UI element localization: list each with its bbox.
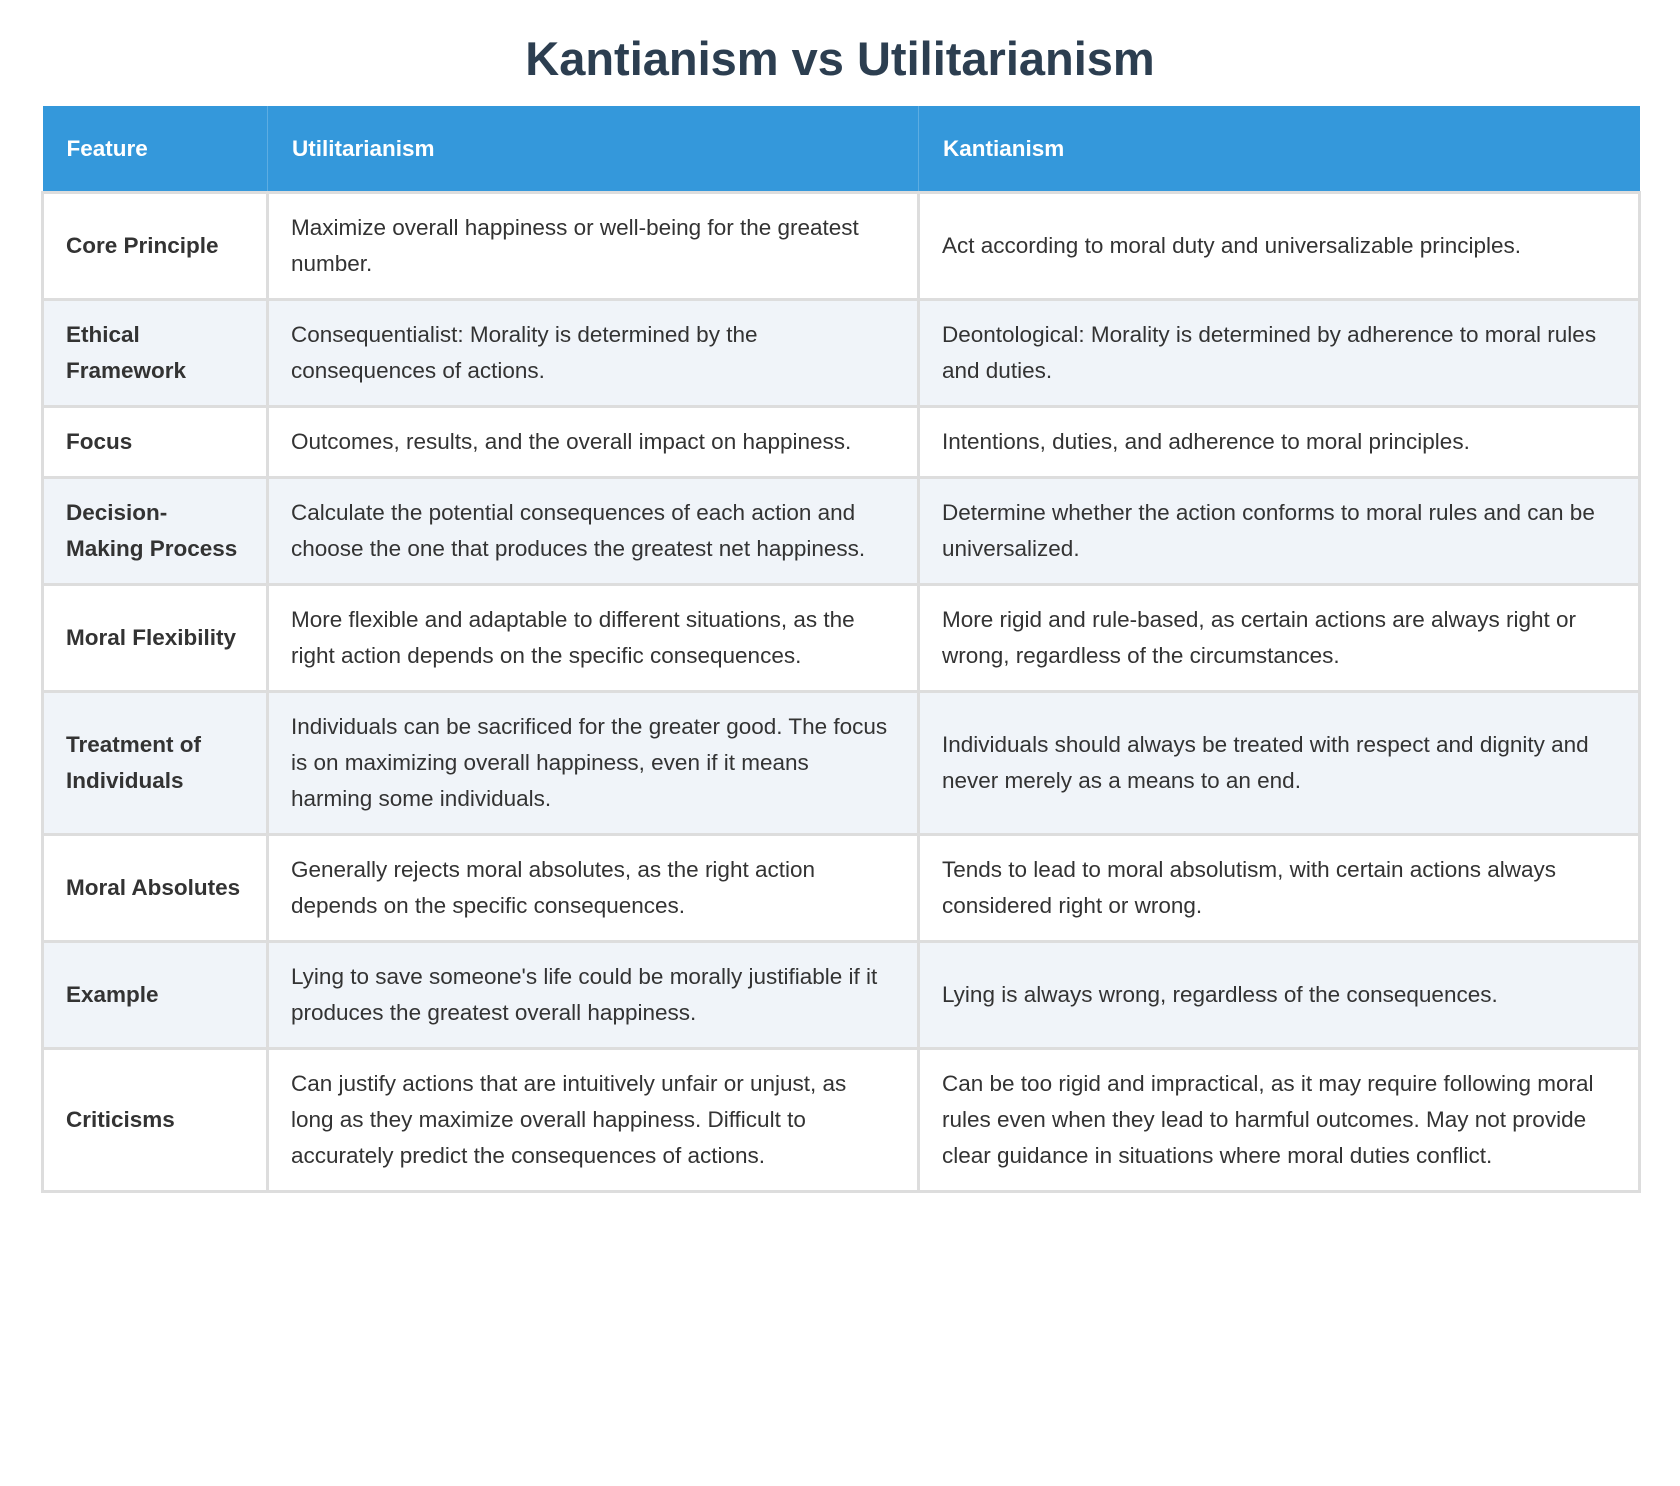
table-row	[43, 835, 1640, 942]
column-header-feature: Feature	[43, 106, 268, 193]
utilitarianism-cell: Can justify actions that are intuitively unfair or unjust, as long as they maximize overall happiness. Difficult to accurately predict the consequences of actions.	[268, 1049, 919, 1192]
utilitarianism-cell: Consequentialist: Morality is determined by the consequences of actions.	[268, 300, 919, 407]
feature-cell: Treatment of Individuals	[43, 692, 268, 835]
utilitarianism-cell: Outcomes, results, and the overall impact on happiness.	[268, 407, 919, 478]
kantianism-cell: Determine whether the action conforms to moral rules and can be universalized.	[919, 478, 1640, 585]
kantianism-cell: Can be too rigid and impractical, as it may require following moral rules even when they lead to harmful outcomes. May not provide clear guidance in situations where moral duties conflict.	[919, 1049, 1640, 1192]
table-row	[43, 300, 1640, 407]
table-row	[43, 193, 1640, 300]
utilitarianism-cell: Lying to save someone's life could be morally justifiable if it produces the greatest overall happiness.	[268, 942, 919, 1049]
page-title: Kantianism vs Utilitarianism	[525, 32, 1155, 85]
utilitarianism-cell: Calculate the potential consequences of each action and choose the one that produces the greatest net happiness.	[268, 478, 919, 585]
table-row	[43, 942, 1640, 1049]
feature-cell: Ethical Framework	[43, 300, 268, 407]
kantianism-cell: Lying is always wrong, regardless of the consequences.	[919, 942, 1640, 1049]
feature-cell: Criticisms	[43, 1049, 268, 1192]
utilitarianism-cell: Maximize overall happiness or well-being for the greatest number.	[268, 193, 919, 300]
table-row	[43, 1049, 1640, 1192]
column-header-kantianism: Kantianism	[919, 106, 1640, 193]
feature-cell: Core Principle	[43, 193, 268, 300]
kantianism-cell: More rigid and rule-based, as certain actions are always right or wrong, regardless of the circumstances.	[919, 585, 1640, 692]
feature-cell: Moral Absolutes	[43, 835, 268, 942]
feature-cell: Decision-Making Process	[43, 478, 268, 585]
table-row	[43, 407, 1640, 478]
kantianism-cell: Act according to moral duty and universalizable principles.	[919, 193, 1640, 300]
kantianism-cell: Tends to lead to moral absolutism, with certain actions always considered right or wrong.	[919, 835, 1640, 942]
kantianism-cell: Deontological: Morality is determined by adherence to moral rules and duties.	[919, 300, 1640, 407]
column-header-utilitarianism: Utilitarianism	[268, 106, 919, 193]
kantianism-cell: Intentions, duties, and adherence to moral principles.	[919, 407, 1640, 478]
table-row	[43, 585, 1640, 692]
table-row	[43, 692, 1640, 835]
utilitarianism-cell: Individuals can be sacrificed for the greater good. The focus is on maximizing overall happiness, even if it means harming some individuals.	[268, 692, 919, 835]
feature-cell: Focus	[43, 407, 268, 478]
kantianism-cell: Individuals should always be treated with respect and dignity and never merely as a means to an end.	[919, 692, 1640, 835]
utilitarianism-cell: More flexible and adaptable to different situations, as the right action depends on the specific consequences.	[268, 585, 919, 692]
table-header-row	[43, 106, 1640, 193]
utilitarianism-cell: Generally rejects moral absolutes, as the right action depends on the specific consequences.	[268, 835, 919, 942]
table-row	[43, 478, 1640, 585]
comparison-table	[41, 106, 1641, 1193]
feature-cell: Moral Flexibility	[43, 585, 268, 692]
feature-cell: Example	[43, 942, 268, 1049]
